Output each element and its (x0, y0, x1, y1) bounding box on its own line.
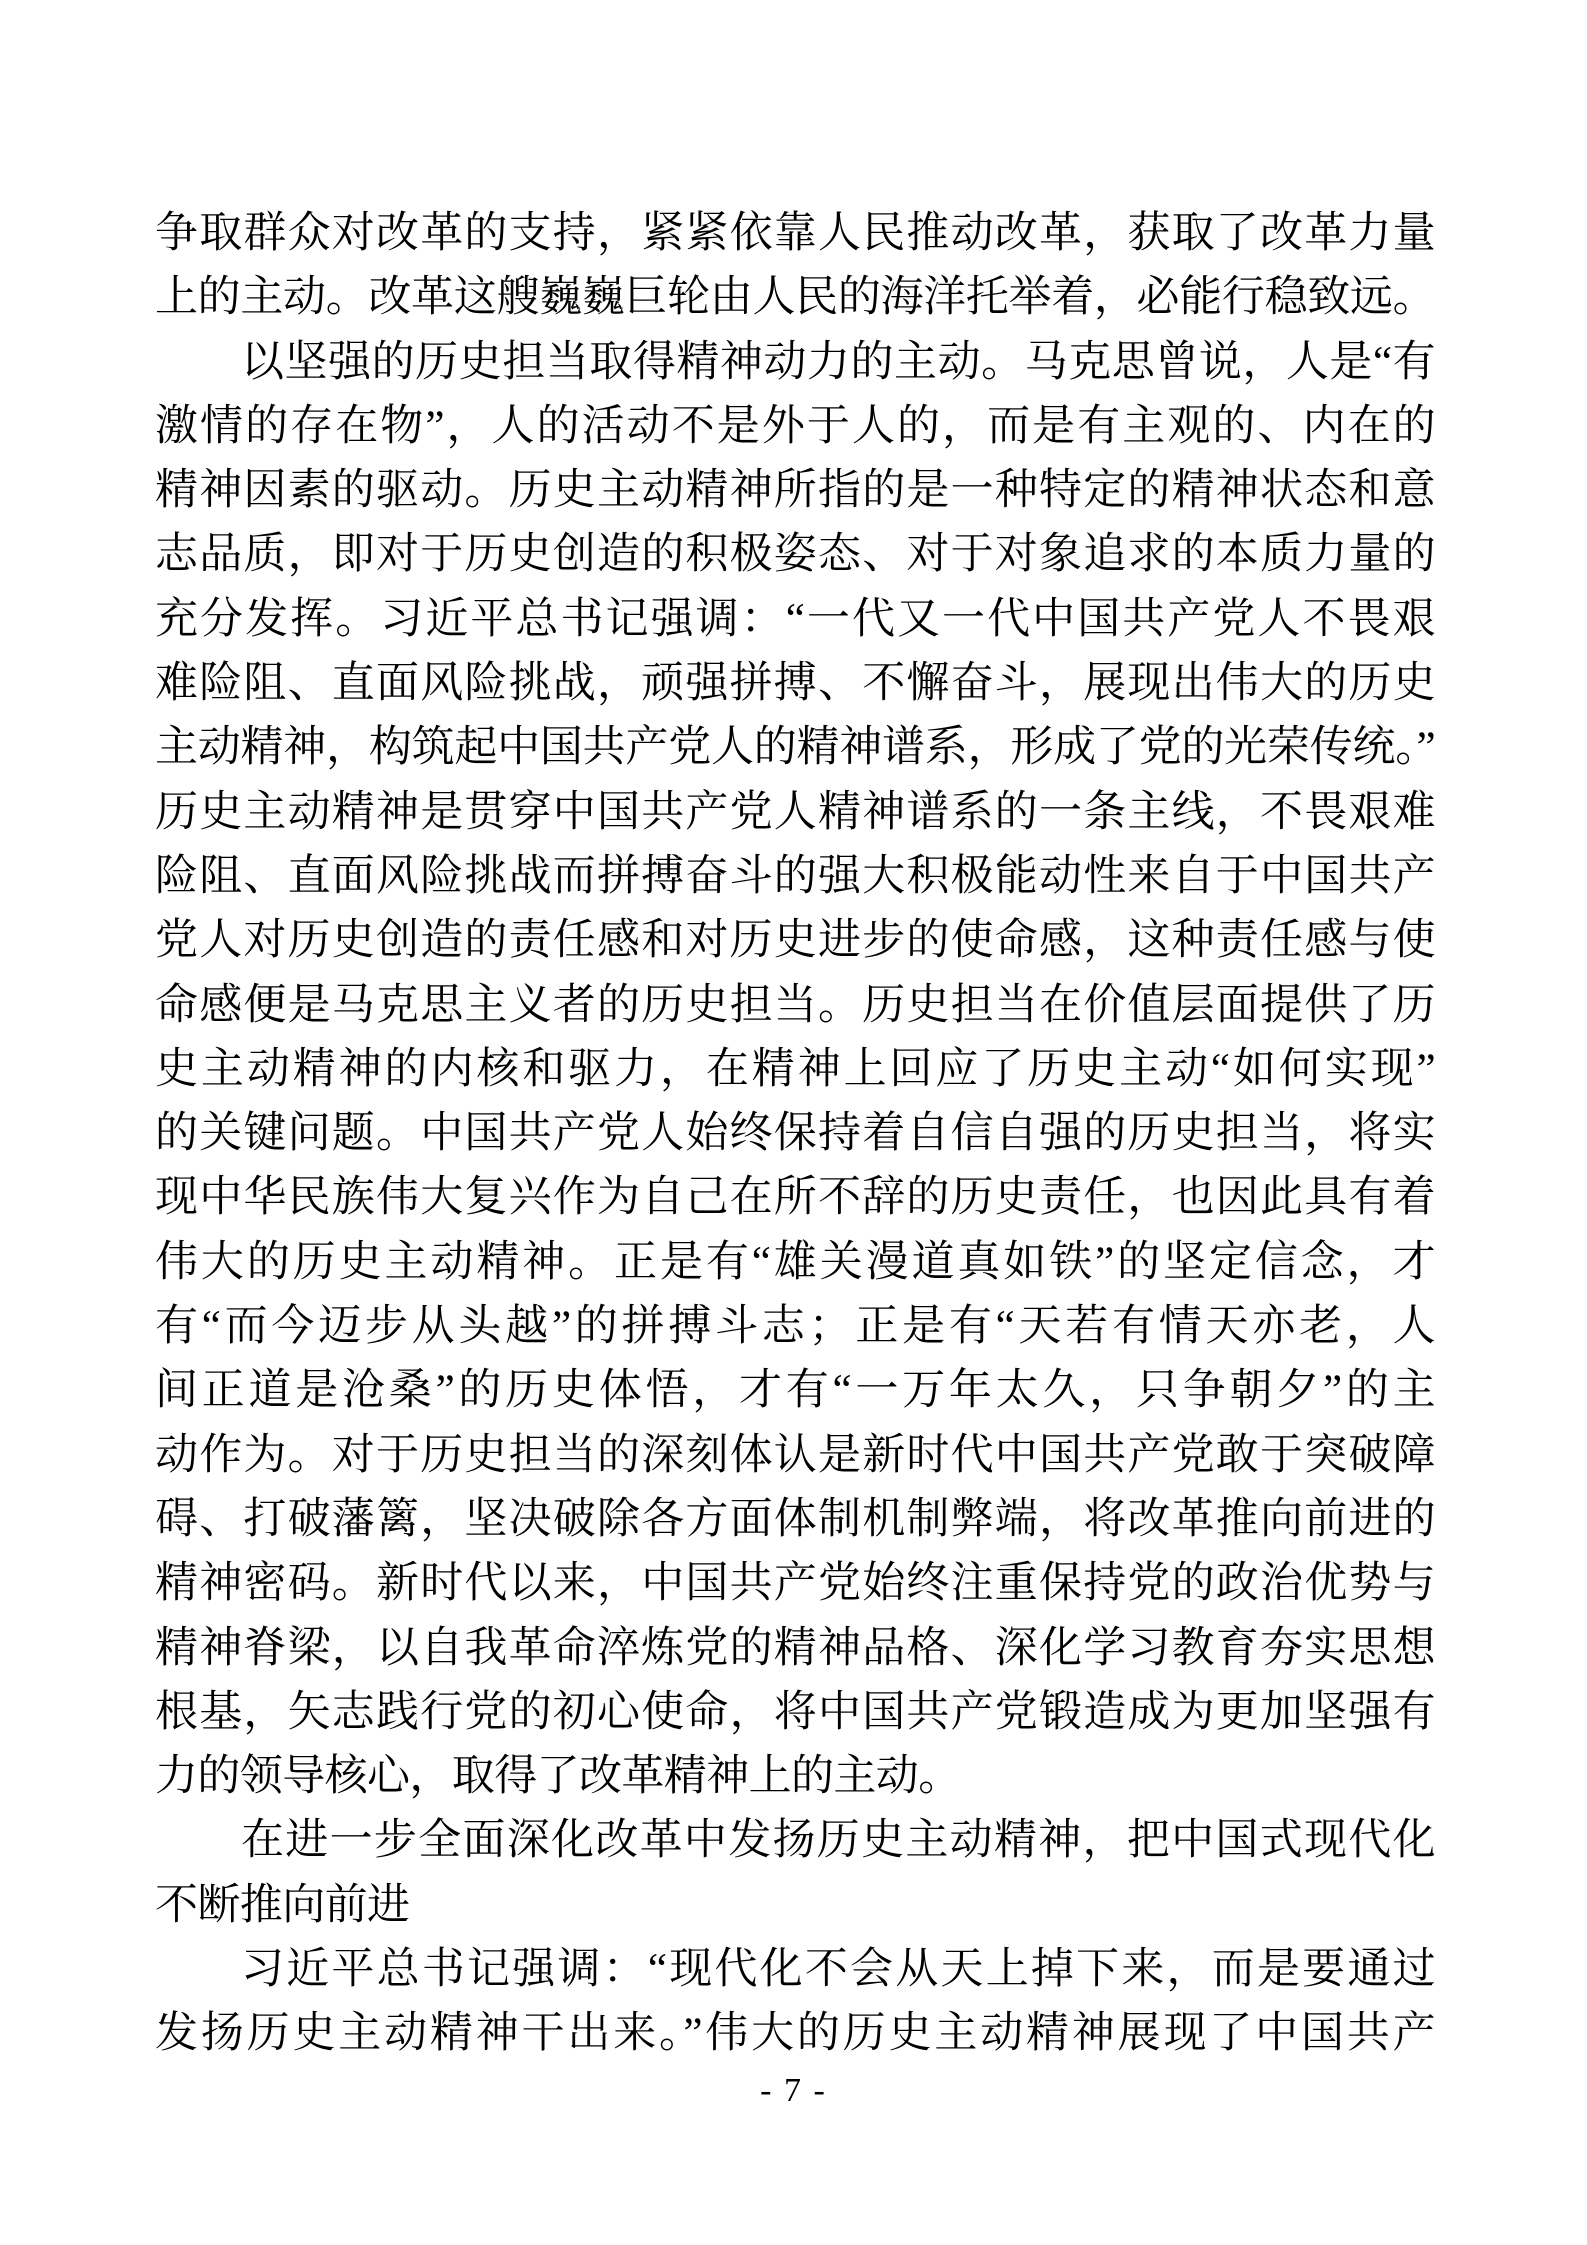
text-line: 志品质，即对于历史创造的积极姿态、对于对象追求的本质力量的 (155, 531, 1435, 579)
text-line: 的关键问题。中国共产党人始终保持着自信自强的历史担当，将实 (155, 1110, 1435, 1158)
text-line: 间正道是沧桑”的历史体悟，才有“一万年太久，只争朝夕”的主 (155, 1367, 1435, 1415)
text-line: 充分发挥。习近平总书记强调：“一代又一代中国共产党人不畏艰 (155, 595, 1435, 643)
text-line: 精神脊梁，以自我革命淬炼党的精神品格、深化学习教育夯实思想 (155, 1624, 1435, 1672)
text-line: 精神密码。新时代以来，中国共产党始终注重保持党的政治优势与 (155, 1560, 1435, 1608)
text-line: 党人对历史创造的责任感和对历史进步的使命感，这种责任感与使 (155, 917, 1435, 965)
text-line: 碍、打破藩篱，坚决破除各方面体制机制弊端，将改革推向前进的 (155, 1495, 1435, 1543)
text-line: 历史主动精神是贯穿中国共产党人精神谱系的一条主线，不畏艰难 (155, 788, 1435, 836)
text-line: 力的领导核心，取得了改革精神上的主动。 (155, 1753, 961, 1801)
text-line: 难险阻、直面风险挑战，顽强拼搏、不懈奋斗，展现出伟大的历史 (155, 660, 1435, 708)
text-line: 激情的存在物”，人的活动不是外于人的，而是有主观的、内在的 (155, 402, 1435, 450)
text-line: 根基，矢志践行党的初心使命，将中国共产党锻造成为更加坚强有 (155, 1688, 1435, 1736)
text-line: 现中华民族伟大复兴作为自己在所不辞的历史责任，也因此具有着 (155, 1174, 1435, 1222)
text-line: 精神因素的驱动。历史主动精神所指的是一种特定的精神状态和意 (155, 467, 1435, 515)
text-line: 史主动精神的内核和驱力，在精神上回应了历史主动“如何实现” (155, 1045, 1435, 1093)
text-line: 以坚强的历史担当取得精神动力的主动。马克思曾说，人是“有 (241, 338, 1435, 386)
text-line: 上的主动。改革这艘巍巍巨轮由人民的海洋托举着，必能行稳致远。 (155, 274, 1435, 322)
text-line: 争取群众对改革的支持，紧紧依靠人民推动改革，获取了改革力量 (155, 210, 1435, 257)
text-line: 习近平总书记强调：“现代化不会从天上掉下来，而是要通过 (241, 1946, 1435, 1994)
text-line: 险阻、直面风险挑战而拼搏奋斗的强大积极能动性来自于中国共产 (155, 852, 1435, 900)
page-number: - 7 - (760, 2072, 827, 2109)
text-line: 有“而今迈步从头越”的拼搏斗志；正是有“天若有情天亦老，人 (155, 1303, 1435, 1351)
text-line: 伟大的历史主动精神。正是有“雄关漫道真如铁”的坚定信念，才 (155, 1238, 1435, 1286)
section-heading-line: 不断推向前进 (155, 1881, 410, 1929)
text-line: 发扬历史主动精神干出来。”伟大的历史主动精神展现了中国共产 (155, 2010, 1435, 2058)
body-text (155, 202, 1435, 2067)
section-heading-line: 在进一步全面深化改革中发扬历史主动精神，把中国式现代化 (241, 1817, 1435, 1865)
text-line: 主动精神，构筑起中国共产党人的精神谱系，形成了党的光荣传统。” (155, 724, 1435, 772)
text-line: 动作为。对于历史担当的深刻体认是新时代中国共产党敢于突破障 (155, 1431, 1435, 1479)
text-line: 命感便是马克思主义者的历史担当。历史担当在价值层面提供了历 (155, 981, 1435, 1029)
